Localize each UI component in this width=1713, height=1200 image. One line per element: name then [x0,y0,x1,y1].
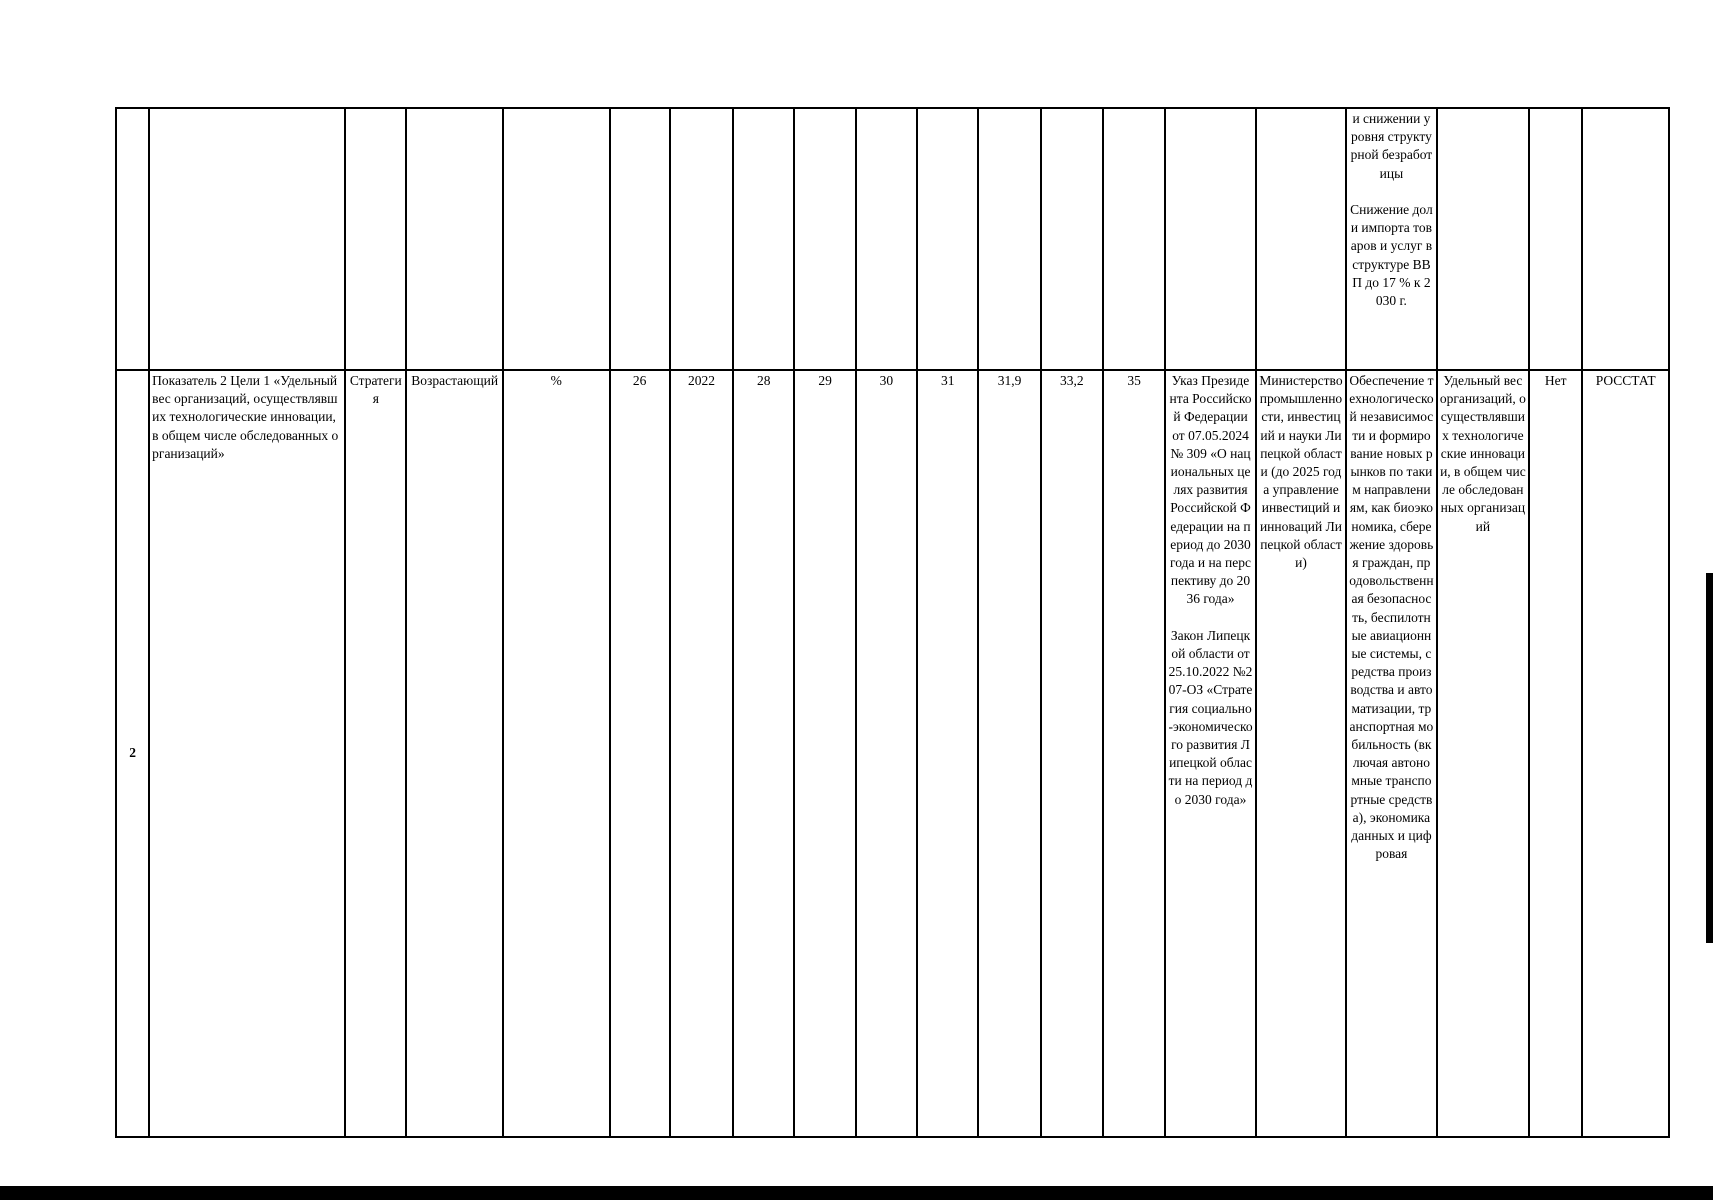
responsible-body: Министерство промышленности, инвестиций и науки Липецкой области (до 2025 года управление инвестиций и инноваций Липецкой области) [1256,370,1346,1137]
indicator-level: Стратегия [345,370,406,1137]
cell-empty [406,108,502,370]
cell-empty [1103,108,1165,370]
cell-empty [1437,108,1529,370]
year-value-7: 35 [1103,370,1165,1137]
year-value-2: 29 [794,370,855,1137]
year-value-3: 30 [856,370,917,1137]
cell-empty [978,108,1040,370]
cell-empty [733,108,794,370]
cell-empty [503,108,610,370]
effect-continuation-text: и снижении уровня структурной безработицы Снижение доли импорта товаров и услуг в структуре ВВП до 17 % к 2030 г. [1350,111,1433,309]
cell-empty [116,108,149,370]
indicator-trend: Возрастающий [406,370,502,1137]
cell-empty [670,108,733,370]
cell-empty [1529,108,1582,370]
indicator-row [116,370,1669,1137]
base-value: 26 [610,370,670,1137]
continuation-row [116,108,1669,370]
cell-empty [1165,108,1255,370]
cell-empty [1041,108,1103,370]
year-value-1: 28 [733,370,794,1137]
year-value-4: 31 [917,370,978,1137]
row-number: 2 [116,370,149,1137]
regulatory-document-cell [1165,370,1255,1137]
cell-empty [610,108,670,370]
indicator-name: Показатель 2 Цели 1 «Удельный вес организаций, осуществлявших технологические инновации, в общем числе обследованных организаций» [149,370,345,1137]
year-value-6: 33,2 [1041,370,1103,1137]
scan-bottom-border [0,1186,1713,1200]
effect-continuation-cell [1346,108,1436,370]
national-indicator: Удельный вес организаций, осуществлявших технологические инновации, в общем числе обследованных организаций [1437,370,1529,1137]
cell-empty [856,108,917,370]
year-value-5: 31,9 [978,370,1040,1137]
gis-flag: Нет [1529,370,1582,1137]
cell-empty [917,108,978,370]
cell-empty [1256,108,1346,370]
cell-empty [794,108,855,370]
indicator-table [115,107,1670,1138]
data-source: РОССТАТ [1582,370,1669,1137]
scan-edge-mark [1706,573,1713,943]
national-goal: Обеспечение технологической независимости и формирование новых рынков по таким направлениям, как биоэкономика, сбережение здоровья граждан, продовольственная безопасность, беспилотные авиационные системы, средства производства и автоматизации, транспортная мобильность (включая автономные транспортные средства), экономика данных и цифровая [1346,370,1436,1137]
cell-empty [1582,108,1669,370]
cell-empty [149,108,345,370]
regulatory-document: Указ Президента Российской Федерации от 07.05.2024 № 309 «О национальных целях развития Российской Федерации на период до 2030 года и на перспективу до 2036 года» Закон Липецкой области от 25.10.2022 №207-ОЗ «Стратегия социально-экономического развития Липецкой области на период до 2030 года» [1168,373,1253,807]
cell-empty [345,108,406,370]
base-year: 2022 [670,370,733,1137]
indicator-unit: % [503,370,610,1137]
